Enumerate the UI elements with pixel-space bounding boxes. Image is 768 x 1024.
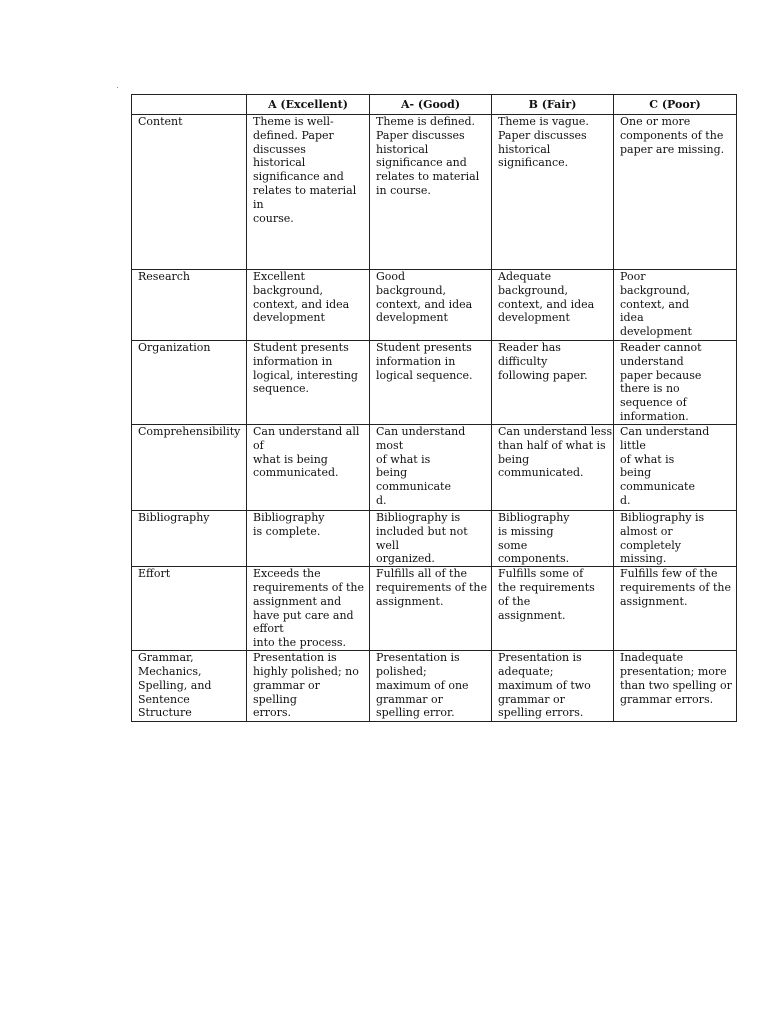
table-row [132,425,737,511]
criterion-text: Inadequate presentation; more than two spelling or grammar errors. [620,651,732,706]
rubric-cell [492,651,614,722]
criterion-text: Bibliography is included but not well organized. [376,511,468,566]
criterion-text: Fulfills all of the requirements of the assignment. [376,567,487,608]
rubric-cell [492,115,614,270]
criterion-text: Theme is well- defined. Paper discusses historical significance and relates to material in course. [253,115,357,225]
criterion-text: Fulfills some of the requirements of the assignment. [498,567,595,622]
criterion-text: Poor background, context, and idea development [620,270,692,339]
rubric-cell [247,567,370,651]
criterion-text: Reader has difficulty following paper. [498,341,588,382]
criterion-text: Good background, context, and idea development [376,270,473,325]
rubric-cell [614,270,737,341]
header-row [132,95,737,115]
rubric-cell [492,425,614,511]
rubric-cell [614,651,737,722]
category-label: Content [138,115,183,128]
criterion-text: Can understand less than half of what is being communicated. [498,425,613,480]
rubric-cell [492,511,614,567]
rubric-cell [370,341,492,425]
criterion-text: Theme is defined. Paper discusses historical significance and relates to material in course. [376,115,480,197]
category-cell [132,425,247,511]
category-cell [132,270,247,341]
criterion-text: Exceeds the requirements of the assignment and have put care and effort into the process. [253,567,364,650]
category-label: Bibliography [138,511,210,524]
rubric-cell [614,425,737,511]
rubric-cell [247,425,370,511]
criterion-text: Can understand little of what is being communicate d. [620,425,710,507]
rubric-cell [614,341,737,425]
category-label: Effort [138,567,171,581]
category-cell [132,567,247,651]
header-cell-a-excellent: A (Excellent) [247,95,370,115]
rubric-cell [370,115,492,270]
table-row [132,651,737,722]
criterion-text: Can understand most of what is being communicate d. [376,425,466,507]
grading-rubric-table [131,94,737,722]
category-cell [132,511,247,567]
header-cell-a-minus-good: A- (Good) [370,95,492,115]
criterion-text: Presentation is adequate; maximum of two grammar or spelling errors. [498,651,591,720]
criterion-text: Bibliography is complete. [253,511,325,538]
table-row [132,511,737,567]
table-row [132,115,737,270]
stray-mark [117,87,118,88]
rubric-cell [492,341,614,425]
rubric-cell [247,270,370,341]
criterion-text: Presentation is polished; maximum of one grammar or spelling error. [376,651,469,720]
criterion-text: Student presents information in logical, interesting sequence. [253,341,358,396]
rubric-cell [614,567,737,651]
rubric-cell [492,567,614,651]
criterion-text: Theme is vague. Paper discusses historical significance. [498,115,589,170]
category-label: Organization [138,341,211,354]
rubric-cell [614,511,737,567]
criterion-text: Fulfills few of the requirements of the assignment. [620,567,731,608]
header-cell-b-fair: B (Fair) [492,95,614,115]
rubric-cell [247,115,370,270]
rubric-cell [370,651,492,722]
rubric-cell [370,567,492,651]
rubric-cell [247,341,370,425]
criterion-text: One or more components of the paper are missing. [620,115,725,156]
category-cell [132,341,247,425]
criterion-text: Bibliography is missing some components. [498,511,570,566]
rubric-cell [247,511,370,567]
rubric-cell [614,115,737,270]
criterion-text: Presentation is highly polished; no grammar or spelling errors. [253,651,359,720]
category-cell [132,651,247,722]
rubric-cell [370,425,492,511]
header-cell-c-poor: C (Poor) [614,95,737,115]
category-label: Grammar, Mechanics, Spelling, and Sentence Structure [138,651,212,720]
criterion-text: Adequate background, context, and idea development [498,270,595,325]
category-cell [132,115,247,270]
category-label: Comprehensibility [138,425,241,438]
table-row [132,270,737,341]
criterion-text: Bibliography is almost or completely missing. [620,511,705,566]
header-cell-blank [132,95,247,115]
category-label: Research [138,270,191,283]
criterion-text: Reader cannot understand paper because there is no sequence of information. [620,341,702,423]
rubric-cell [247,651,370,722]
table-row [132,567,737,651]
rubric-cell [370,511,492,567]
table-row [132,341,737,425]
criterion-text: Can understand all of what is being communicated. [253,425,360,480]
criterion-text: Student presents information in logical sequence. [376,341,473,382]
rubric-cell [492,270,614,341]
criterion-text: Excellent background, context, and idea development [253,270,350,325]
rubric-cell [370,270,492,341]
